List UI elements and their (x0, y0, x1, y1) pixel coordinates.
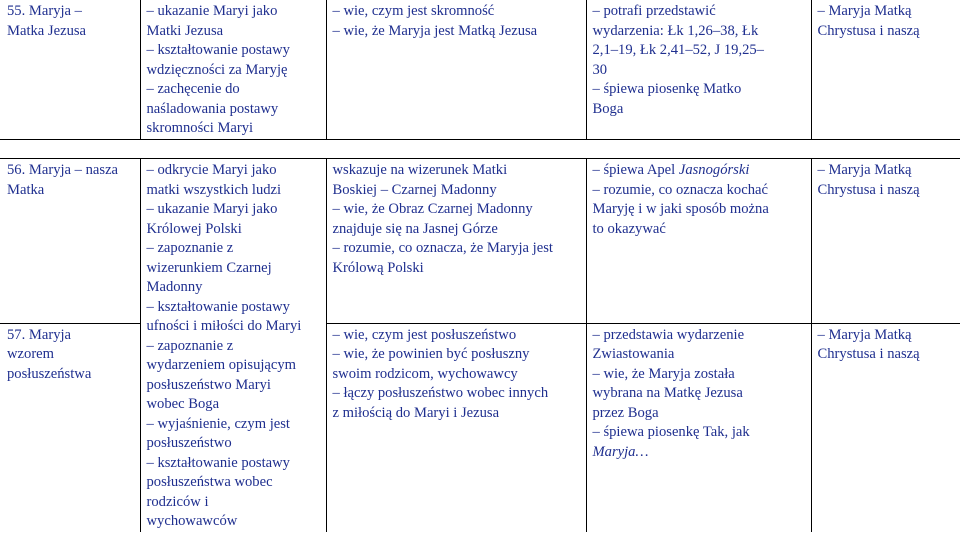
list-item: – Maryja Matką (818, 2, 955, 22)
list-item: swoim rodzicom, wychowawcy (332, 365, 518, 382)
list-item: wybrana na Matkę Jezusa (592, 385, 743, 402)
list-item: wydarzeniem opisującym (146, 357, 297, 373)
list-item: – wie, że Maryja została (593, 365, 805, 385)
list-item: naśladowania postawy (146, 100, 279, 117)
list-item: Chrystusa i naszą (817, 181, 920, 198)
skills-cell (586, 0, 811, 140)
topic-cell: 55. Maryja – Matka Jezusa (0, 0, 140, 140)
list-item: – odkrycie Maryi jako (147, 161, 320, 181)
list-item: przez Boga (592, 404, 659, 421)
list-item: Matki Jezusa (146, 22, 224, 39)
notes-cell (811, 323, 960, 531)
list-item: Boskiej – Czarnej Madonny (332, 181, 497, 198)
list-item: znajduje się na Jasnej Górze (332, 220, 498, 237)
topic-cell: 57. Maryja wzorem posłuszeństwa (0, 323, 140, 531)
list-item: Królowej Polski (146, 220, 242, 237)
list-item: – rozumie, co oznacza, że Maryja jest (333, 239, 580, 259)
list-item: ufności i miłości do Maryi (146, 318, 302, 334)
list-item: – łączy posłuszeństwo wobec innych (333, 384, 580, 404)
list-item: – potrafi przedstawić (593, 2, 805, 22)
list-item: Chrystusa i naszą (817, 22, 920, 39)
list-item: to okazywać (592, 220, 666, 237)
list-item: 30 (592, 61, 608, 78)
list-item: – Maryja Matką (818, 326, 955, 346)
list-item: – wie, czym jest posłuszeństwo (333, 326, 580, 346)
list-item: Zwiastowania (592, 346, 675, 363)
list-item: z miłością do Maryi i Jezusa (332, 404, 500, 421)
list-item: – zapoznanie z (147, 337, 320, 357)
notes-cell (811, 0, 960, 140)
goals-cell (140, 0, 326, 140)
list-item: wobec Boga (146, 396, 220, 412)
list-item: – wie, czym jest skromność (333, 2, 580, 22)
list-item: wdzięczności za Maryję (146, 61, 288, 78)
list-item: – śpiewa piosenkę Matko (593, 80, 805, 100)
list-item: – wie, że Obraz Czarnej Madonny (333, 200, 580, 220)
list-item: – wie, że Maryja jest Matką Jezusa (333, 22, 580, 42)
list-item: posłuszeństwo Maryi (146, 376, 271, 393)
list-item: wydarzenia: Łk 1,26–38, Łk (592, 22, 759, 39)
list-item: rodziców i (146, 493, 209, 510)
notes-cell (811, 159, 960, 324)
topic-cell: 56. Maryja – nasza Matka (0, 159, 140, 324)
list-item: – wie, że powinien być posłuszny (333, 345, 580, 365)
list-item: posłuszeństwo (146, 435, 232, 451)
list-item: wizerunkiem Czarnej (146, 259, 272, 276)
list-item: – kształtowanie postawy (147, 298, 320, 318)
list-item: – ukazanie Maryi jako (147, 200, 320, 220)
knowledge-cell (326, 159, 586, 324)
list-item: Boga (592, 100, 624, 117)
list-item: Królową Polski (332, 259, 424, 276)
skills-cell: – przedstawia wydarzenie Zwiastowania – wie, że Maryja została wybrana na Matkę Jezusa przez Boga – śpiewa piosenkę Tak, jak Maryja… (586, 323, 811, 531)
list-item: – kształtowanie postawy (147, 41, 320, 61)
table-gap (0, 140, 960, 159)
list-item: – rozumie, co oznacza kochać (593, 181, 805, 201)
list-item: – śpiewa piosenkę Tak, jak (593, 423, 805, 443)
list-item: – wyjaśnienie, czym jest (147, 415, 320, 435)
list-item: matki wszystkich ludzi (146, 181, 282, 198)
list-item: wskazuje na wizerunek Matki (332, 162, 508, 178)
list-item: wychowawców (146, 513, 238, 529)
skills-cell: – śpiewa Apel Jasnogórski – rozumie, co oznacza kochać Maryję i w jaki sposób można to okazywać (586, 159, 811, 324)
list-item: – zachęcenie do (147, 80, 320, 100)
list-item: – ukazanie Maryi jako (147, 2, 320, 22)
list-item: posłuszeństwa wobec (146, 474, 273, 490)
list-item: Maryję i w jaki sposób można (592, 201, 769, 217)
table-row-55 (0, 0, 960, 140)
list-item: Madonny (146, 279, 203, 295)
list-item: 2,1–19, Łk 2,41–52, J 19,25– (592, 42, 764, 58)
goals-cell (140, 159, 326, 532)
knowledge-cell (326, 0, 586, 140)
list-item: – przedstawia wydarzenie (593, 326, 805, 346)
list-item: Chrystusa i naszą (817, 346, 920, 363)
table-row-56 (0, 159, 960, 324)
list-item: – zapoznanie z (147, 239, 320, 259)
knowledge-cell (326, 323, 586, 531)
list-item: skromności Maryi (146, 120, 254, 136)
list-item: – kształtowanie postawy (147, 454, 320, 474)
list-item: – Maryja Matką (818, 161, 955, 181)
